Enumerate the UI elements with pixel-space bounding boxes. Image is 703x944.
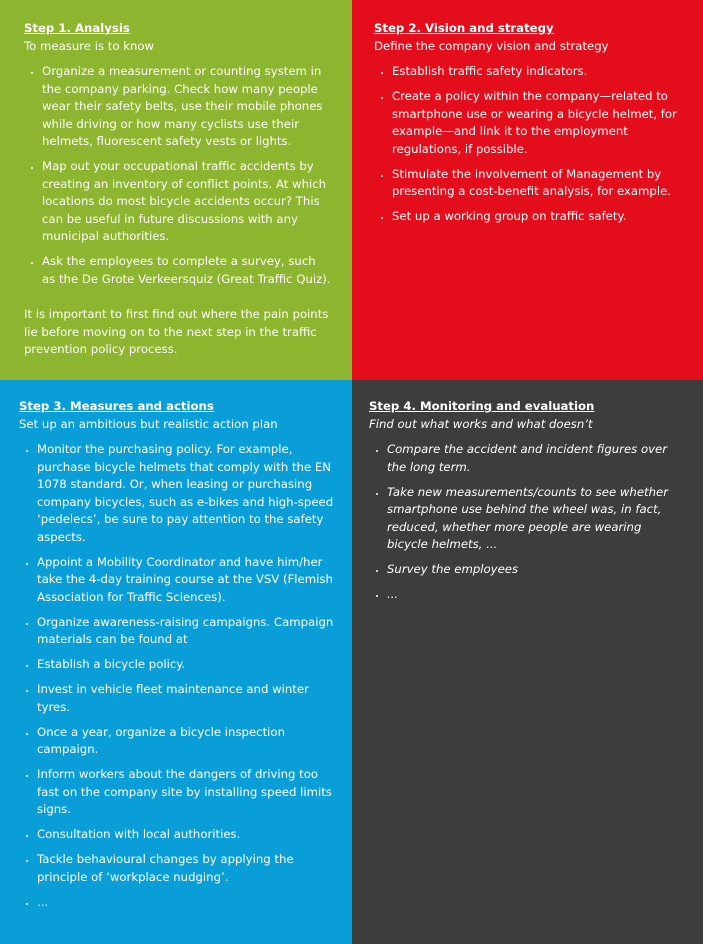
list-item: • ... <box>387 586 685 604</box>
list-item: • Establish traffic safety indicators. <box>392 63 685 81</box>
step1-panel <box>0 0 352 380</box>
step3-title: Step 3. Measures and actions <box>19 399 214 413</box>
list-item: • Ask the employees to complete a survey, such as the De Grote Verkeersquiz (Great Traffic Quiz). <box>42 253 332 288</box>
step1-list <box>24 63 332 288</box>
list-item: • Take new measurements/counts to see whether smartphone use behind the wheel was, in fact, reduced, whether more people are wearing bicycle helmets, ... <box>387 484 685 554</box>
list-item: • Appoint a Mobility Coordinator and have him/her take the 4-day training course at the VSV (Flemish Association for Traffic Sciences). <box>37 554 336 607</box>
step2-subtitle: Define the company vision and strategy <box>374 38 609 53</box>
list-item: • Create a policy within the company—related to smartphone use or wearing a bicycle helmet, for example—and link it to the employment regulations, if possible. <box>392 88 685 158</box>
step3-subtitle: Set up an ambitious but realistic action plan <box>19 416 278 431</box>
list-item: • Establish a bicycle policy. <box>37 656 336 674</box>
list-item: • Map out your occupational traffic accidents by creating an inventory of conflict points. At which locations do most bicycle accidents occur? This can be useful in future discussions with any municipal authorities. <box>42 158 332 246</box>
step4-subtitle: Find out what works and what doesn’t <box>369 416 593 431</box>
step1-closing-text: It is important to first find out where the pain points lie before moving on to the next step in the traffic prevention policy process. <box>24 307 329 356</box>
list-item: • Survey the employees <box>387 561 685 579</box>
list-item: • ... <box>37 894 336 912</box>
step2-panel <box>352 0 703 380</box>
list-item: • Set up a working group on traffic safety. <box>392 208 685 226</box>
list-item: • Consultation with local authorities. <box>37 826 336 844</box>
list-item: • Organize a measurement or counting system in the company parking. Check how many people wear their safety belts, use their mobile phones while driving or how many cyclists use their helmets, fluorescent safety vests or lights. <box>42 63 332 151</box>
list-item: • Monitor the purchasing policy. For example, purchase bicycle helmets that comply with the EN 1078 standard. Or, when leasing or purchasing company bicycles, such as e-bikes and high-speed ‘pedelecs’, be sure to pay attention to the safety aspects. <box>37 441 336 546</box>
list-item: • Organize awareness-raising campaigns. Campaign materials can be found at <box>37 614 336 649</box>
step4-title: Step 4. Monitoring and evaluation <box>369 399 595 413</box>
step4-panel <box>352 380 703 944</box>
list-item: • Inform workers about the dangers of driving too fast on the company site by installing speed limits signs. <box>37 766 336 819</box>
step2-title: Step 2. Vision and strategy <box>374 21 554 35</box>
step4-list <box>369 441 685 604</box>
list-item: • Compare the accident and incident figures over the long term. <box>387 441 685 476</box>
step1-title: Step 1. Analysis <box>24 21 130 35</box>
step3-panel <box>0 380 352 944</box>
step3-list <box>19 441 336 911</box>
list-item: • Tackle behavioural changes by applying the principle of ‘workplace nudging’. <box>37 851 336 886</box>
step2-list <box>374 63 685 226</box>
step1-subtitle: To measure is to know <box>24 38 155 53</box>
list-item: • Stimulate the involvement of Management by presenting a cost-benefit analysis, for example. <box>392 166 685 201</box>
list-item: • Once a year, organize a bicycle inspection campaign. <box>37 724 336 759</box>
list-item: • Invest in vehicle fleet maintenance and winter tyres. <box>37 681 336 716</box>
